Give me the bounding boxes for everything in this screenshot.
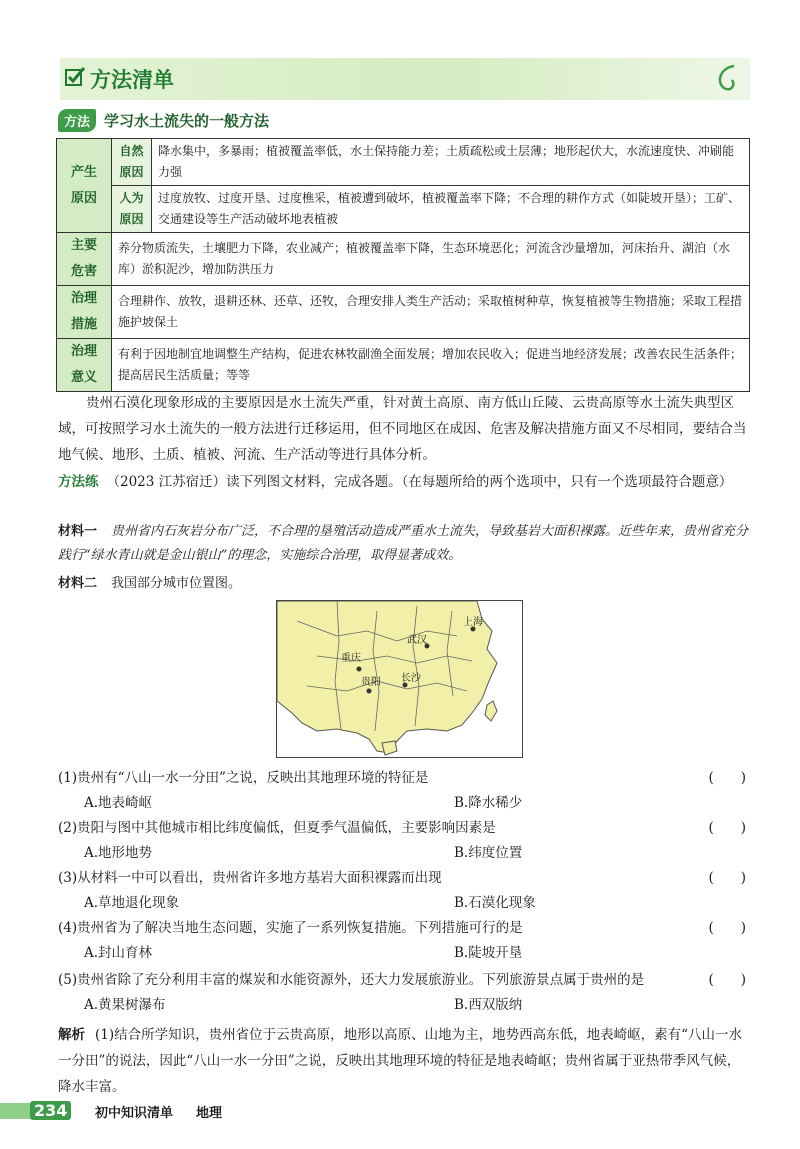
question-1-option-a: A.地表崎岖 (84, 795, 153, 811)
material-two (58, 572, 750, 596)
question-1 (58, 767, 750, 789)
harm-text: 养分物质流失，土壤肥力下降，农业减产；植被覆盖率下降，生态环境恶化；河流含沙量增加，河床抬升、湖泊（水库）淤积泥沙，增加防洪压力 (112, 233, 750, 286)
material-one-label: 材料一 (58, 524, 98, 539)
meaning-label: 治理 意义 (57, 339, 112, 392)
material-two-label: 材料二 (58, 576, 98, 591)
explanation-paragraph: 贵州石漠化现象形成的主要原因是水土流失严重，针对黄土高原、南方低山丘陵、云贵高原等水土流失典型区域，可按照学习水土流失的一般方法进行迁移运用，但不同地区在成因、危害及解决措施方面又不尽相同，要结合当地气候、地形、土质、植被、河流、生产活动等进行具体分析。 (58, 395, 747, 463)
question-2-option-b: B.纬度位置 (454, 845, 523, 861)
city-label-changsha: 长沙 (401, 673, 421, 684)
question-3-stem: (3)从材料一中可以看出，贵州省许多地方基岩大面积裸露而出现 (58, 870, 442, 886)
analysis-block (58, 1022, 750, 1100)
question-5-stem: (5)贵州省除了充分利用丰富的煤炭和水能资源外，还大力发展旅游业。下列旅游景点属于贵州的是 (58, 972, 645, 988)
question-5-option-a: A.黄果树瀑布 (84, 997, 166, 1013)
human-label: 人为 原因 (112, 186, 152, 233)
city-location-map (276, 600, 523, 758)
analysis-text: (1)结合所学知识，贵州省位于云贵高原，地形以高原、山地为主，地势西高东低，地表崎岖，素有“八山一水一分田”的说法，因此“八山一水一分田”之说，反映出其地理环境的特征是地表崎岖；贵州省属于亚热带季风气候，降水丰富。 (58, 1027, 743, 1095)
natural-cause-text: 降水集中，多暴雨；植被覆盖率低，水土保持能力差；土质疏松或土层薄；地形起伏大，水流速度快、冲刷能力强 (152, 139, 750, 186)
natural-label: 自然 原因 (112, 139, 152, 186)
table-row (57, 286, 750, 339)
question-4-option-b: B.陡坡开垦 (454, 945, 523, 961)
question-1-stem: (1)贵州有“八山一水一分田”之说，反映出其地理环境的特征是 (58, 770, 429, 786)
question-2-option-a: A.地形地势 (84, 845, 153, 861)
question-4-stem: (4)贵州省为了解决当地生态问题，实施了一系列恢复措施。下列措施可行的是 (58, 920, 523, 936)
method-table (56, 138, 750, 392)
city-label-guiyang: 贵阳 (361, 677, 381, 688)
answer-blank-1[interactable]: ( ) (708, 770, 746, 786)
method-heading (58, 108, 269, 132)
table-row (57, 186, 750, 233)
book-title: 初中知识清单 (95, 1106, 174, 1121)
method-title: 学习水土流失的一般方法 (104, 111, 270, 130)
question-2-stem: (2)贵阳与图中其他城市相比纬度偏低，但夏季气温偏低，主要影响因素是 (58, 820, 496, 836)
question-3 (58, 867, 750, 889)
material-two-text: 我国部分城市位置图。 (111, 576, 242, 591)
human-cause-text: 过度放牧、过度开垦、过度樵采，植被遭到破坏，植被覆盖率下降；不合理的耕作方式（如陡坡开垦）；工矿、交通建设等生产活动破坏地表植被 (152, 186, 750, 233)
control-label: 治理 措施 (57, 286, 112, 339)
method-tag: 方法 (58, 109, 96, 132)
analysis-label: 解析 (58, 1027, 85, 1043)
city-dot-chongqing (357, 667, 362, 672)
city-label-shanghai: 上海 (463, 617, 483, 628)
checkbox-icon (64, 66, 86, 88)
hainan-island (382, 741, 397, 755)
city-label-chongqing: 重庆 (341, 653, 361, 664)
table-row (57, 233, 750, 286)
question-3-option-b: B.石漠化现象 (454, 895, 536, 911)
section-title: 方法清单 (90, 68, 174, 92)
practice-intro (58, 470, 750, 494)
section-banner (60, 58, 750, 100)
page-footer (0, 1101, 800, 1123)
harm-label: 主要 危害 (57, 233, 112, 286)
question-1-option-b: B.降水稀少 (454, 795, 523, 811)
material-one-text: 贵州省内石灰岩分布广泛，不合理的垦殖活动造成严重水土流失，导致基岩大面积裸露。近些年来，贵州省充分践行“绿水青山就是金山银山”的理念，实施综合治理，取得显著成效。 (58, 524, 749, 563)
city-dot-guiyang (367, 689, 372, 694)
page-number: 234 (30, 1101, 71, 1120)
question-2 (58, 817, 750, 839)
answer-blank-2[interactable]: ( ) (708, 820, 746, 836)
practice-text: （2023 江苏宿迁）读下列图文材料，完成各题。（在每题所给的两个选项中，只有一个选项最符合题意） (106, 474, 733, 490)
question-3-option-a: A.草地退化现象 (84, 895, 180, 911)
cause-label: 产生 原因 (57, 139, 112, 233)
question-4-option-a: A.封山育林 (84, 945, 153, 961)
book-subject: 地理 (196, 1106, 223, 1121)
meaning-text: 有利于因地制宜地调整生产结构，促进农林牧副渔全面发展；增加农民收入；促进当地经济发展；改善农民生活条件；提高居民生活质量；等等 (112, 339, 750, 392)
question-5-option-b: B.西双版纳 (454, 997, 523, 1013)
practice-tag: 方法练 (58, 474, 99, 490)
material-one (58, 520, 750, 568)
leaf-swirl-icon (712, 62, 740, 94)
answer-blank-4[interactable]: ( ) (708, 920, 746, 936)
island (485, 701, 497, 721)
map-drawing (277, 601, 523, 758)
answer-blank-5[interactable]: ( ) (708, 972, 746, 988)
control-text: 合理耕作、放牧，退耕还林、还草、还牧，合理安排人类生产活动；采取植树种草，恢复植被等生物措施；采取工程措施护坡保土 (112, 286, 750, 339)
question-5 (58, 969, 750, 991)
city-label-wuhan: 武汉 (407, 635, 427, 646)
table-row (57, 339, 750, 392)
answer-blank-3[interactable]: ( ) (708, 870, 746, 886)
table-row (57, 139, 750, 186)
question-4 (58, 917, 750, 939)
